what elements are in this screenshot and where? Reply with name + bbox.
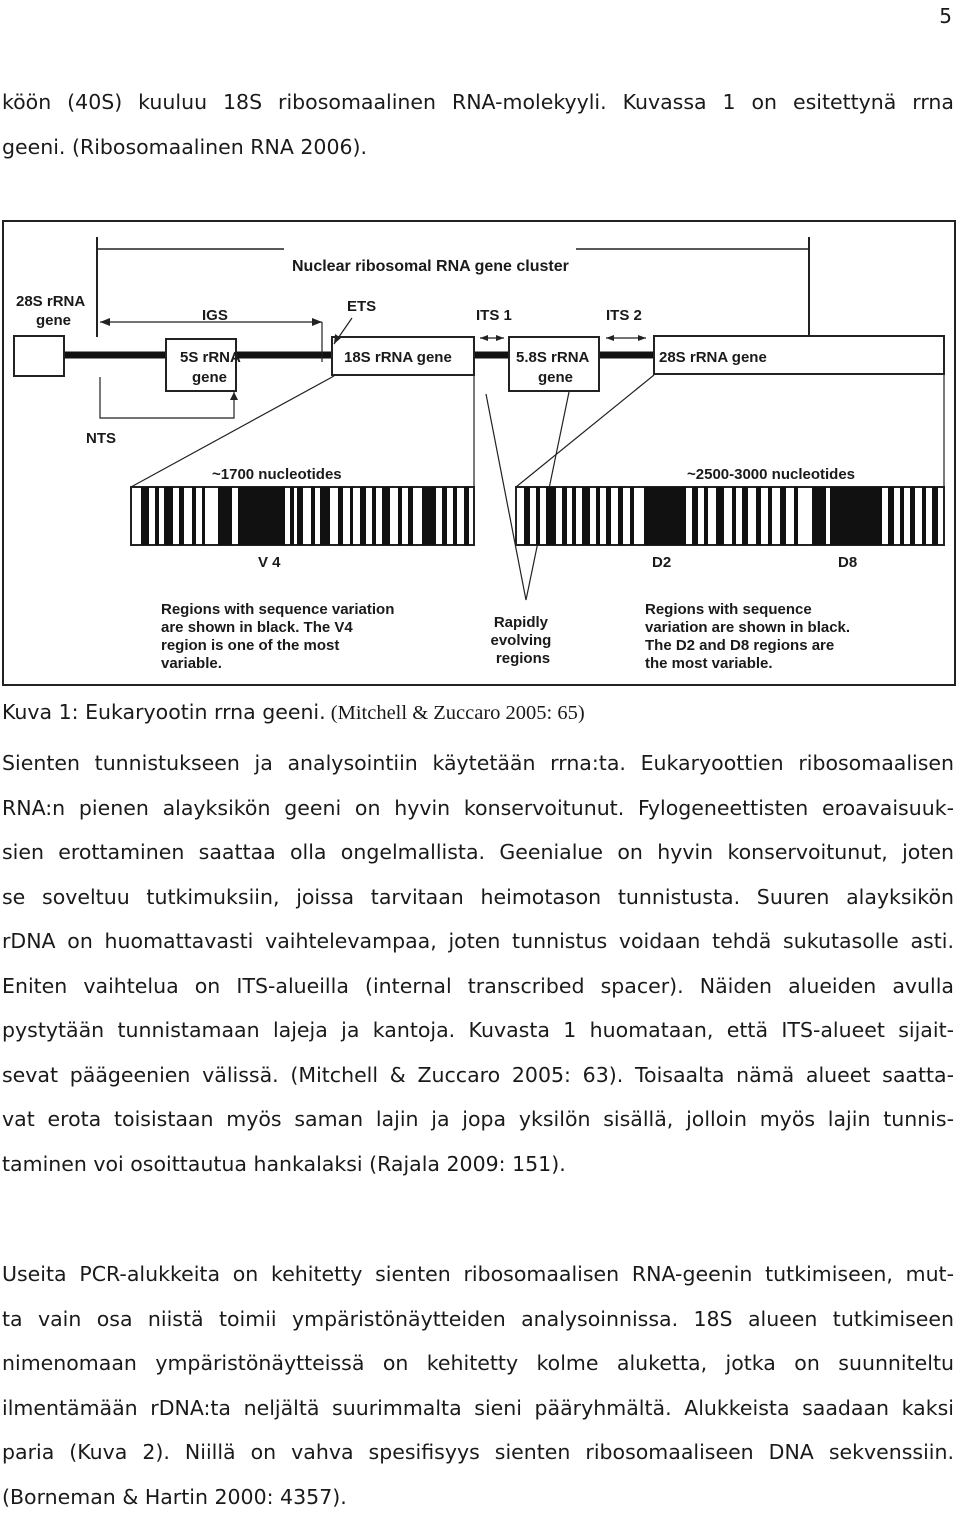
text-line: taminen voi osoittautua hankalaksi (Rajala 2009: 151). bbox=[2, 1142, 954, 1187]
variable-region-block bbox=[630, 487, 634, 545]
text-line: pystytään tunnistamaan lajeja ja kantoja. Kuvasta 1 huomataan, että ITS-alueet sijait- bbox=[2, 1008, 954, 1053]
text-line: Eniten vaihtelua on ITS-alueilla (internal transcribed spacer). Näiden alueiden avulla bbox=[2, 964, 954, 1009]
variable-region-block bbox=[562, 487, 567, 545]
paragraph-1 bbox=[2, 741, 954, 1186]
text-line: geeni. (Ribosomaalinen RNA 2006). bbox=[2, 125, 954, 170]
variable-region-block bbox=[732, 487, 736, 545]
variable-region-block bbox=[453, 487, 457, 545]
variable-region-block bbox=[218, 487, 232, 545]
variable-region-block bbox=[382, 487, 390, 545]
variable-region-block bbox=[238, 487, 285, 545]
variable-region-block bbox=[164, 487, 173, 545]
variable-region-block bbox=[780, 487, 786, 545]
box-28s-left bbox=[14, 336, 64, 376]
text-line: köön (40S) kuuluu 18S ribosomaalinen RNA-molekyyli. Kuvassa 1 on esitettynä rrna bbox=[2, 80, 954, 125]
text-line: paria (Kuva 2). Niillä on vahva spesifisyys sienten ribosomaaliseen DNA sekvenssiin. bbox=[2, 1430, 954, 1475]
variable-region-block bbox=[360, 487, 366, 545]
text-line: sien erottaminen saattaa olla ongelmallista. Geenialue on hyvin konservoitunut, joten bbox=[2, 830, 954, 875]
variable-region-block bbox=[297, 487, 303, 545]
its2-arrowhead-right bbox=[638, 335, 646, 341]
cluster-title: Nuclear ribosomal RNA gene cluster bbox=[292, 258, 569, 275]
variable-region-block bbox=[546, 487, 556, 545]
label-28s-left-2: gene bbox=[36, 312, 71, 329]
caption-prefix: Kuva 1: Eukaryootin rrna geeni. bbox=[2, 700, 326, 724]
variable-region-block bbox=[644, 487, 686, 545]
label-2500: ~2500-3000 nucleotides bbox=[687, 466, 855, 483]
variable-region-block bbox=[794, 487, 798, 545]
variable-region-block bbox=[692, 487, 698, 545]
label-18s: 18S rRNA gene bbox=[344, 349, 452, 366]
label-igs: IGS bbox=[202, 307, 228, 324]
note-left: Regions with sequence variation are shown in black. The V4 region is one of the most variable. bbox=[161, 601, 399, 672]
text-line: se soveltuu tutkimuksiin, joissa tarvitaan heimotason tunnistusta. Suuren alayksikön bbox=[2, 875, 954, 920]
label-its2: ITS 2 bbox=[606, 307, 642, 324]
variable-region-block bbox=[582, 487, 590, 545]
variable-region-block bbox=[596, 487, 600, 545]
variable-region-block bbox=[572, 487, 576, 545]
text-line: Sienten tunnistukseen ja analysointiin käytetään rrna:ta. Eukaryoottien ribosomaalisen bbox=[2, 741, 954, 786]
rrna-gene-diagram bbox=[4, 222, 958, 688]
variable-region-block bbox=[932, 487, 938, 545]
label-28s-left-1: 28S rRNA bbox=[16, 293, 85, 310]
variable-region-block bbox=[372, 487, 376, 545]
igs-arrowhead-left bbox=[100, 318, 110, 326]
label-d2: D2 bbox=[652, 554, 671, 571]
variable-region-block bbox=[179, 487, 184, 545]
text-line: ta vain osa niistä toimii ympäristönäytteiden analysoinnissa. 18S alueen tutkimiseen bbox=[2, 1297, 954, 1342]
variable-region-block bbox=[524, 487, 530, 545]
its2-arrowhead-left bbox=[606, 335, 614, 341]
label-58s-1: 5.8S rRNA bbox=[516, 349, 590, 366]
text-line: ilmentämään rDNA:ta neljältä suurimmalta sieni pääryhmältä. Alukkeista saadaan kaksi bbox=[2, 1386, 954, 1431]
variable-region-block bbox=[398, 487, 402, 545]
variable-region-block bbox=[464, 487, 469, 545]
variable-region-block bbox=[704, 487, 708, 545]
figure-rrna-gene bbox=[2, 220, 956, 686]
intro-paragraph bbox=[2, 80, 954, 169]
label-nts: NTS bbox=[86, 430, 116, 447]
variable-region-block bbox=[141, 487, 149, 545]
variable-region-block bbox=[618, 487, 623, 545]
variable-region-block bbox=[742, 487, 748, 545]
variable-region-block bbox=[320, 487, 330, 545]
nts-arrowhead bbox=[230, 392, 238, 400]
igs-arrowhead-right bbox=[312, 318, 322, 326]
variable-region-block bbox=[922, 487, 926, 545]
label-5s-1: 5S rRNA bbox=[180, 349, 241, 366]
variable-region-block bbox=[910, 487, 915, 545]
variation-bar-28s bbox=[516, 487, 944, 545]
text-line: rDNA on huomattavasti vaihtelevampaa, joten tunnistus voidaan tehdä sukutasolle asti. bbox=[2, 919, 954, 964]
text-line: nimenomaan ympäristönäytteissä on kehitetty kolme aluketta, jotka on suunniteltu bbox=[2, 1341, 954, 1386]
label-ets: ETS bbox=[347, 298, 376, 315]
text-line: vat erota toisistaan myös saman lajin ja jopa yksilön sisällä, jolloin myös lajin tunnis- bbox=[2, 1097, 954, 1142]
variable-region-block bbox=[768, 487, 772, 545]
variable-region-block bbox=[830, 487, 882, 545]
text-line: RNA:n pienen alayksikön geeni on hyvin konservoitunut. Fylogeneettisten eroavaisuuk- bbox=[2, 786, 954, 831]
paragraph-2 bbox=[2, 1252, 954, 1519]
variable-region-block bbox=[192, 487, 196, 545]
variable-region-block bbox=[408, 487, 413, 545]
note-center: Rapidly evolving regions bbox=[490, 614, 555, 667]
variable-region-block bbox=[756, 487, 761, 545]
variable-region-block bbox=[716, 487, 724, 545]
variable-region-block bbox=[202, 487, 205, 545]
variable-region-block bbox=[422, 487, 436, 545]
variable-region-block bbox=[442, 487, 447, 545]
variation-bar-18s bbox=[131, 487, 474, 545]
its1-arrowhead-left bbox=[480, 335, 488, 341]
label-its1: ITS 1 bbox=[476, 307, 512, 324]
label-v4: V 4 bbox=[258, 554, 281, 571]
text-line: (Borneman & Hartin 2000: 4357). bbox=[2, 1475, 954, 1519]
note-right: Regions with sequence variation are shown in black. The D2 and D8 regions are the most variable. bbox=[645, 601, 854, 672]
label-5s-2: gene bbox=[192, 369, 227, 386]
label-d8: D8 bbox=[838, 554, 857, 571]
variable-region-block bbox=[888, 487, 894, 545]
variable-region-block bbox=[338, 487, 343, 545]
text-line: sevat päägeenien välissä. (Mitchell & Zuccaro 2005: 63). Toisaalta nämä alueet saatta- bbox=[2, 1053, 954, 1098]
text-line: Useita PCR-alukkeita on kehitetty sienten ribosomaalisen RNA-geenin tutkimiseen, mut- bbox=[2, 1252, 954, 1297]
variable-region-block bbox=[606, 487, 611, 545]
variable-region-block bbox=[155, 487, 159, 545]
its1-arrowhead-right bbox=[496, 335, 504, 341]
caption-citation: (Mitchell & Zuccaro 2005: 65) bbox=[326, 702, 585, 724]
variable-region-block bbox=[290, 487, 294, 545]
label-28s-right: 28S rRNA gene bbox=[659, 349, 767, 366]
variable-region-block bbox=[900, 487, 904, 545]
label-1700: ~1700 nucleotides bbox=[212, 466, 342, 483]
variable-region-block bbox=[812, 487, 826, 545]
label-58s-2: gene bbox=[538, 369, 573, 386]
variable-region-block bbox=[350, 487, 353, 545]
page-number: 5 bbox=[939, 4, 952, 28]
variable-region-block bbox=[536, 487, 540, 545]
variable-region-block bbox=[311, 487, 315, 545]
figure-caption bbox=[2, 700, 585, 725]
